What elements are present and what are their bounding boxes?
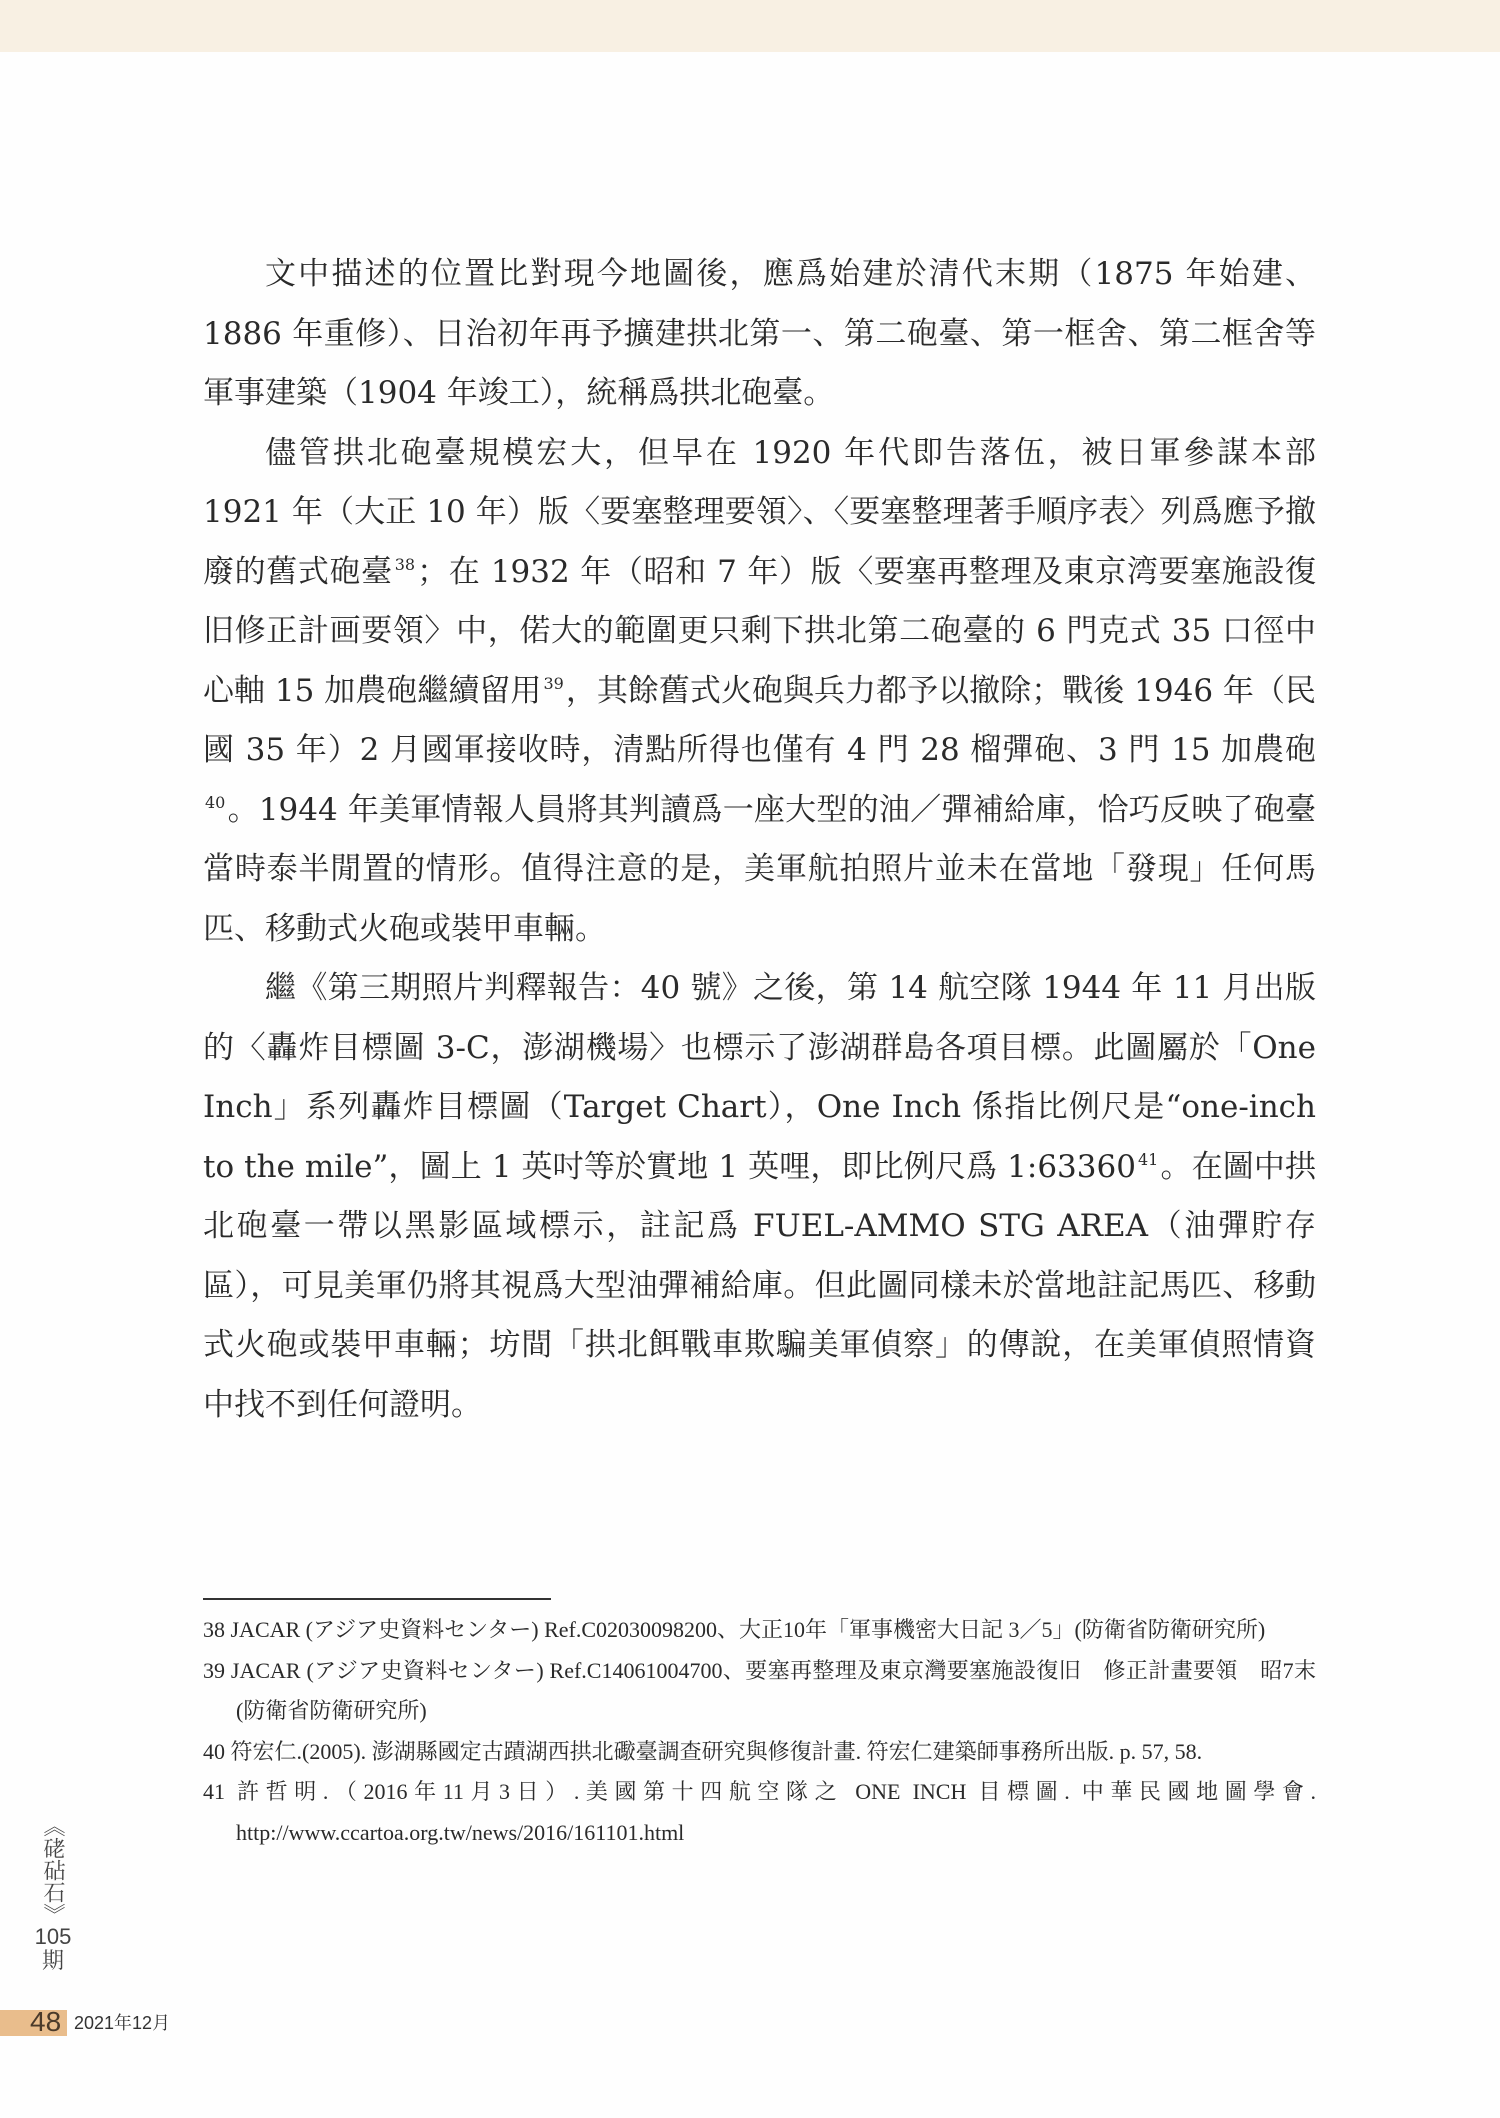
text-run: 儘管拱北砲臺規模宏大，但早在 1920 年代即告落伍，被日軍參謀本部 1921 年（大正 10 年）版〈要塞整理要領〉、〈要塞整理著手順序表〉列爲應予撤廢的舊式砲臺 — [203, 434, 1316, 590]
page-number: 48 — [30, 2006, 62, 2037]
paragraph — [203, 959, 1316, 1435]
footnote-39: 39 JACAR (アジア史資料センター) Ref.C14061004700、要塞再整理及東京灣要塞施設復旧 修正計畫要領 昭7末 (防衛省防衛研究所) — [203, 1657, 1316, 1723]
issue-number: 105 — [34, 1924, 72, 1949]
footnote-40: 40 符宏仁.(2005). 澎湖縣國定古蹟湖西拱北礮臺調查研究與修復計畫. 符宏仁建築師事務所出版. p. 57, 58. — [203, 1738, 1203, 1764]
footnote-ref: 38 — [394, 554, 416, 574]
issue-date: 2021年12月 — [74, 2013, 171, 2033]
footnote-41: 41 許哲明.（2016年11月3日）.美國第十四航空隊之 ONE INCH 目標圖. 中華民國地圖學會. http://www.ccartoa.org.tw/news/2016/161101.html — [203, 1779, 1316, 1845]
footnote-ref: 41 — [1137, 1149, 1159, 1169]
text-run: ；在 1932 年（昭和 7 年）版〈要塞再整理及東京湾要塞施設復旧修正計画要領〉中，偌大的範圍更只剩下拱北第二砲臺的 6 門克式 35 口徑中心軸 15 加農砲繼續留用 — [203, 553, 1317, 709]
text-run: 繼《第三期照片判釋報告：40 號》之後，第 14 航空隊 1944 年 11 月出版的〈轟炸目標圖 3-C，澎湖機場〉也標示了澎湖群島各項目標。此圖屬於「One Inch」系列轟炸目標圖（Target Chart），One Inch 係指比例尺是“one-inch to the mile”，圖上 1 英吋等於實地 1 英哩，即比例尺爲 1:63360 — [203, 970, 1316, 1185]
text-run: 。在圖中拱北砲臺一帶以黑影區域標示，註記爲 FUEL-AMMO STG AREA（油彈貯存區），可見美軍仍將其視爲大型油彈補給庫。但此圖同樣未於當地註記馬匹、移動式火砲或裝甲車輛；坊間「拱北餌戰車欺騙美軍偵察」的傳說，在美軍偵照情資中找不到任何證明。 — [203, 1148, 1316, 1423]
footnote-38: 38 JACAR (アジア史資料センター) Ref.C02030098200、大正10年「軍事機密大日記 3／5」(防衛省防衛研究所) — [203, 1617, 1266, 1642]
journal-title: 《硓砧石》 — [41, 1815, 66, 1925]
text-run: ，其餘舊式火砲與兵力都予以撤除；戰後 1946 年（民國 35 年）2 月國軍接收時，清點所得也僅有 4 門 28 榴彈砲、3 門 15 加農砲 — [203, 672, 1316, 768]
footnote-divider — [203, 1598, 551, 1600]
footnote-ref: 40 — [205, 792, 226, 812]
text-run: 文中描述的位置比對現今地圖後，應爲始建於清代末期（1875 年始建、1886 年重修）、日治初年再予擴建拱北第一、第二砲臺、第一框舍、第二框舍等軍事建築（1904 年竣工），統稱爲拱北砲臺。 — [203, 256, 1316, 411]
issue-unit: 期 — [41, 1948, 64, 1973]
paragraph — [203, 424, 1316, 960]
journal-issue-label — [30, 1815, 76, 1995]
text-run: 。1944 年美軍情報人員將其判讀爲一座大型的油／彈補給庫，恰巧反映了砲臺當時泰半閒置的情形。值得注意的是，美軍航拍照片並未在當地「發現」任何馬匹、移動式火砲或裝甲車輛。 — [203, 791, 1316, 947]
article-body — [203, 245, 1316, 1435]
footnote-ref: 39 — [543, 673, 564, 693]
footnotes — [203, 1610, 1316, 1853]
paragraph — [203, 245, 1316, 424]
top-band — [0, 0, 1500, 52]
